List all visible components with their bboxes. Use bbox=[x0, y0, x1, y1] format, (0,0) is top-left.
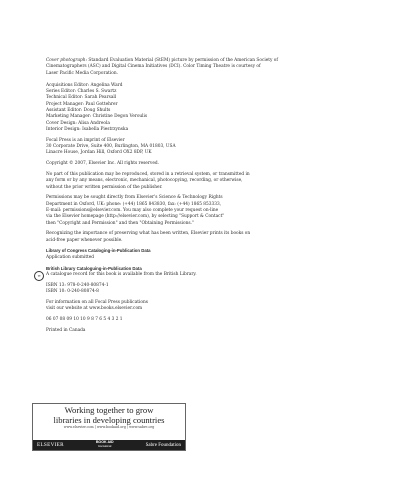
editorial-credits bbox=[46, 83, 366, 133]
acid-free-statement bbox=[46, 231, 366, 244]
bookaid-logo bbox=[96, 441, 114, 449]
printed-in bbox=[46, 328, 366, 334]
bookaid-logo-sub: International bbox=[98, 445, 112, 448]
credit-line: Assistant Editor: Doug Shults bbox=[46, 108, 111, 114]
print-line-numbers: 06 07 08 09 10 10 9 8 7 6 5 4 3 2 1 bbox=[46, 316, 123, 322]
cover-credit-line-1: Standard Evaluation Material (StEM) picture by permission of the American Society of bbox=[87, 58, 278, 63]
loc-cip bbox=[46, 248, 366, 261]
sabre-logo: Sabre Foundation bbox=[145, 442, 181, 448]
copyright-page bbox=[46, 58, 366, 334]
loc-heading: Library of Congress Cataloging-in-Publication Data bbox=[46, 248, 151, 254]
permissions-line: via the Elsevier homepage (http://elsevier.com), by selecting "Support & Contact" bbox=[46, 214, 225, 220]
info-block bbox=[46, 300, 366, 313]
libraries-banner bbox=[32, 403, 186, 451]
acid-free-line: acid-free paper whenever possible. bbox=[46, 237, 123, 243]
recycled-paper-icon: ∞ bbox=[34, 271, 44, 281]
copyright-line: Copyright © 2007, Elsevier Inc. All rights reserved. bbox=[46, 161, 159, 167]
banner-websites: www.elsevier.com | www.bookaid.org | www.sabre.org bbox=[63, 425, 155, 429]
bl-text: A catalogue record for this book is available from the British Library. bbox=[46, 271, 197, 277]
credit-line: Technical Editor: Sarah Pearsall bbox=[46, 95, 117, 101]
bl-cip bbox=[46, 266, 366, 279]
credit-line: Cover Design: Alisa Andreola bbox=[46, 120, 110, 126]
rights-statement bbox=[46, 172, 366, 191]
rights-line: any form or by any means, electronic, mechanical, photocopying, recording, or otherwise, bbox=[46, 178, 243, 184]
banner-logo-bar bbox=[33, 440, 185, 450]
acid-free-line: Recognizing the importance of preserving what has been written, Elsevier prints its books on bbox=[46, 231, 251, 237]
permissions-line: E-mail: permissions@elsevier.com. You may also complete your request on-line bbox=[46, 207, 219, 213]
credit-line: Series Editor: Charles S. Swartz bbox=[46, 89, 117, 95]
printed-in-text: Printed in Canada bbox=[46, 327, 86, 333]
credit-line: Marketing Manager: Christine Degon Veroulis bbox=[46, 114, 148, 120]
rights-line: without the prior written permission of the publisher. bbox=[46, 184, 163, 190]
imprint-line: Focal Press is an imprint of Elsevier bbox=[46, 137, 125, 143]
elsevier-logo: ELSEVIER bbox=[37, 442, 64, 448]
cover-credit-line-2: Cinematographers (ASC) and Digital Cinema Initiatives (DCI). Color Timing Theatre is courtesy of bbox=[46, 64, 261, 70]
permissions-line: then "Copyright and Permission" and then "Obtaining Permissions." bbox=[46, 220, 194, 226]
banner-headline bbox=[33, 404, 185, 425]
permissions-statement bbox=[46, 195, 366, 226]
isbn-13: ISBN 13: 978-0-240-80874-1 bbox=[46, 282, 109, 288]
info-line: For information on all Focal Press publications bbox=[46, 299, 148, 305]
bl-heading: British Library Cataloguing-in-Publication Data bbox=[46, 265, 142, 271]
isbn-10: ISBN 10: 0-240-80874-8 bbox=[46, 288, 99, 294]
cover-credit-label: Cover photograph: bbox=[46, 58, 88, 63]
credit-line: Interior Design: Isabella Piestrzynska bbox=[46, 126, 129, 132]
banner-line-1: Working together to grow bbox=[64, 405, 154, 415]
info-line: visit our website at www.books.elsevier.com bbox=[46, 306, 143, 311]
imprint-line: 30 Corporate Drive, Suite 400, Burlington, MA 01803, USA bbox=[46, 144, 176, 150]
publisher-imprint bbox=[46, 138, 366, 157]
cover-credit-line-3: Laser Pacific Media Corporation. bbox=[46, 70, 118, 76]
permissions-line: Department in Oxford, UK: phone: (+44) 1865 843830, fax: (+44) 1865 853333, bbox=[46, 201, 222, 207]
cover-credit bbox=[46, 58, 366, 77]
loc-text: Application submitted bbox=[46, 254, 95, 260]
credit-line: Project Manager: Paul Gottehrer bbox=[46, 101, 118, 107]
rights-line: No part of this publication may be reproduced, stored in a retrieval system, or transmitted in bbox=[46, 171, 250, 177]
isbn-block bbox=[46, 283, 366, 296]
bookaid-logo-text: BOOK AID bbox=[95, 440, 114, 445]
credit-line: Acquisitions Editor: Angelina Ward bbox=[46, 82, 123, 88]
imprint-line: Linacre House, Jordan Hill, Oxford OX2 8DP, UK bbox=[46, 150, 152, 156]
permissions-line: Permissions may be sought directly from Elsevier's Science & Technology Rights bbox=[46, 195, 223, 201]
banner-line-2: libraries in developing countries bbox=[53, 414, 165, 425]
